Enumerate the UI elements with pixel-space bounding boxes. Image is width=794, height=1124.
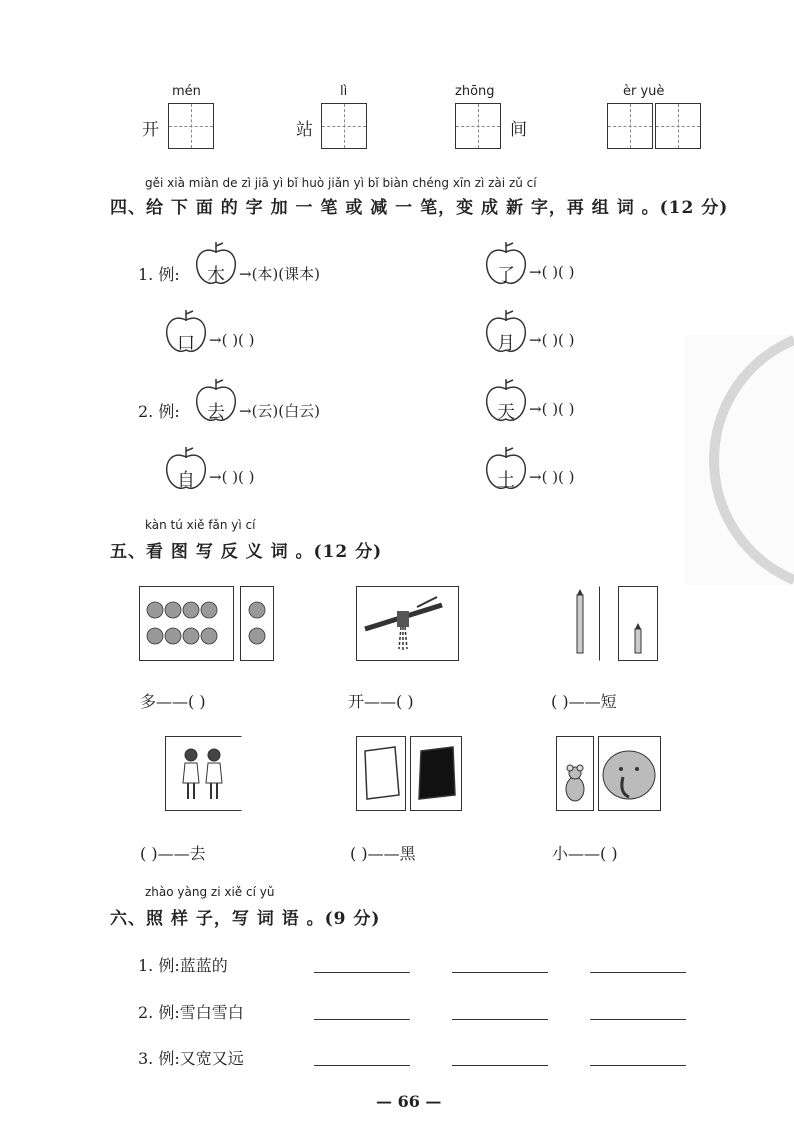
antonym-kai[interactable]: 开——( ) — [348, 692, 414, 711]
apples-icon — [241, 587, 273, 659]
apple-char: 月 — [497, 333, 515, 354]
answer-blank[interactable]: →( )( ) — [529, 400, 575, 418]
example-xuebai: 2. 例:雪白雪白 — [138, 1003, 244, 1022]
char-kai: 开 — [142, 120, 159, 140]
writing-box-yue[interactable] — [655, 103, 701, 149]
answer-line[interactable] — [314, 972, 410, 973]
picture-white-book — [356, 736, 406, 811]
writing-box-er[interactable] — [607, 103, 653, 149]
picture-black-book — [410, 736, 462, 811]
answer-blank[interactable]: →( )( ) — [529, 263, 575, 281]
pinyin-li: lì — [340, 84, 348, 99]
answer-line[interactable] — [452, 1065, 548, 1066]
antonym-duo[interactable]: 多——( ) — [140, 692, 206, 711]
answer-blank[interactable]: →( )( ) — [209, 331, 255, 349]
white-book-icon — [357, 737, 405, 809]
example-answer: →(云)(白云) — [239, 402, 320, 420]
pinyin-zhong: zhōng — [455, 84, 495, 99]
pencil-icon — [619, 587, 657, 659]
writing-box-men[interactable] — [168, 103, 214, 149]
apple-char: 自 — [177, 470, 195, 491]
example-lanlande: 1. 例:蓝蓝的 — [138, 956, 228, 975]
section5-title: 五、看 图 写 反 义 词 。(12 分) — [110, 542, 383, 562]
section4-title: 四、给 下 面 的 字 加 一 笔 或 减 一 笔，变 成 新 字，再 组 词 。(12 分) — [110, 198, 729, 218]
answer-line[interactable] — [452, 972, 548, 973]
elephant-icon — [599, 737, 659, 809]
apple-char: 了 — [497, 265, 515, 286]
apple-char: 木 — [207, 265, 225, 286]
picture-elephant — [598, 736, 661, 811]
picture-mouse — [556, 736, 594, 811]
section6-title: 六、照 样 子，写 词 语 。(9 分) — [110, 909, 381, 929]
char-jian: 间 — [510, 120, 527, 140]
antonym-xiao[interactable]: 小——( ) — [552, 844, 618, 863]
char-zhan: 站 — [296, 120, 313, 140]
faucet-icon — [357, 587, 457, 659]
antonym-hei[interactable]: ( )——黑 — [350, 844, 416, 863]
decorative-arc — [684, 335, 794, 585]
pencil-icon — [561, 587, 599, 659]
answer-line[interactable] — [314, 1065, 410, 1066]
answer-line[interactable] — [590, 1019, 686, 1020]
page-number: — 66 — — [376, 1092, 442, 1111]
example-youkuanyouyuan: 3. 例:又宽又远 — [138, 1049, 244, 1068]
mouse-icon — [557, 737, 593, 809]
writing-box-li[interactable] — [321, 103, 367, 149]
answer-blank[interactable]: →( )( ) — [209, 468, 255, 486]
answer-line[interactable] — [590, 972, 686, 973]
picture-children — [165, 736, 242, 811]
picture-few-apples — [240, 586, 274, 661]
apples-icon — [140, 587, 232, 659]
section6-pinyin: zhào yàng zi xiě cí yǔ — [145, 885, 275, 899]
children-icon — [166, 737, 240, 809]
apple-char: 土 — [497, 470, 515, 491]
picture-faucet — [356, 586, 459, 661]
black-book-icon — [411, 737, 461, 809]
pinyin-men: mén — [172, 84, 201, 99]
section4-pinyin: gěi xià miàn de zì jiā yì bǐ huò jiǎn yì bǐ biàn chéng xīn zì zài zǔ cí — [145, 176, 537, 190]
apple-char: 口 — [177, 333, 195, 354]
example-answer: →(本)(课本) — [239, 265, 320, 283]
item-label: 2. 例: — [138, 402, 180, 421]
picture-many-apples — [139, 586, 234, 661]
picture-short-pencil — [618, 586, 658, 661]
answer-blank[interactable]: →( )( ) — [529, 468, 575, 486]
apple-char: 去 — [207, 402, 225, 423]
answer-line[interactable] — [452, 1019, 548, 1020]
answer-line[interactable] — [590, 1065, 686, 1066]
item-label: 1. 例: — [138, 265, 180, 284]
writing-box-zhong[interactable] — [455, 103, 501, 149]
picture-long-pencil — [560, 586, 600, 661]
answer-blank[interactable]: →( )( ) — [529, 331, 575, 349]
pinyin-eryue: èr yuè — [623, 84, 665, 99]
antonym-qu[interactable]: ( )——去 — [140, 844, 206, 863]
section5-pinyin: kàn tú xiě fǎn yì cí — [145, 518, 256, 532]
apple-char: 天 — [497, 402, 515, 423]
antonym-duan[interactable]: ( )——短 — [551, 692, 617, 711]
answer-line[interactable] — [314, 1019, 410, 1020]
